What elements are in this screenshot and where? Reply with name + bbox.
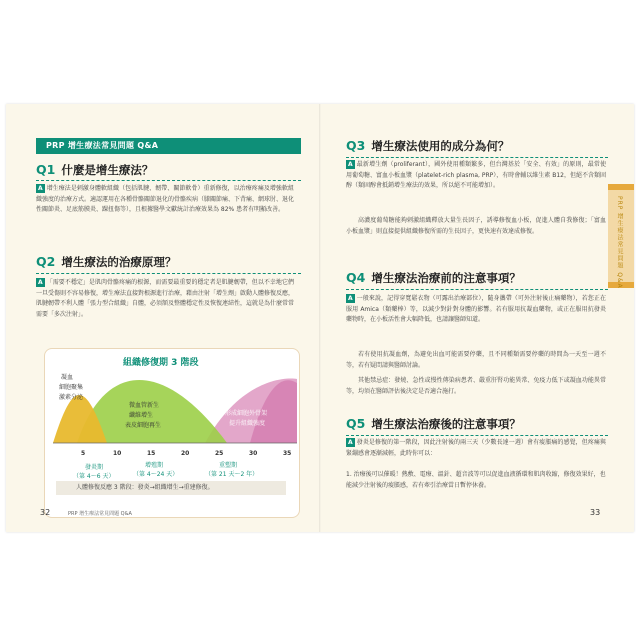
tick-25: 25 — [215, 450, 224, 457]
phase2-line1: 微血管新生 — [129, 402, 160, 409]
question-title: 增生療法治療後的注意事項？ — [371, 417, 521, 431]
phase1-line1: 凝血 — [61, 374, 74, 381]
phase2-line3: 表皮細胞再生 — [125, 422, 162, 429]
question-title: 增生療法使用的成分為何？ — [371, 139, 510, 153]
book-spread — [6, 104, 634, 532]
right-page — [320, 104, 634, 532]
divider — [346, 157, 608, 158]
phase3-line2: 提升組織強度 — [229, 420, 266, 427]
running-footer: PRP 增生療法常見問題 Q&A — [68, 511, 132, 517]
answer-4-continued: 若有使用抗凝血劑，為避免出血可能需要停藥，且不同種類需要停藥的時間為一天至一週不等，若有疑問請與醫師討論。 — [346, 351, 606, 369]
answer-text: 「需要不穩定」是肌肉骨骼疼痛的根源，而需要最重要的穩定者是肌腱韌帶，但以不幸地它們一旦受傷則不容易修復，增生療法直接對根源進行治療，藉由注射「增生劑」啟動人體修復反應，肌腱韌帶不利人體「張力型合組織」自體，必須額及整體穩定性及恢復連結性，這就是為什麼常常需要「多次注射」。 — [36, 279, 295, 318]
answer-4-contraindications: 其他禁忌症：發燒、急性或慢性傳染病患者、嚴重肝腎功能異常、免疫力低下或凝血功能異常等，均須在醫師評估後決定是否適合施打。 — [346, 377, 606, 395]
stage1-range: （第 4～6 天） — [73, 473, 115, 480]
tick-15: 15 — [147, 450, 156, 457]
divider — [36, 273, 301, 274]
question-number: Q4 — [346, 270, 366, 285]
stage3-name: 重塑期 — [219, 462, 238, 469]
question-title: 增生療法治療前的注意事項？ — [371, 271, 521, 285]
tick-10: 10 — [113, 450, 122, 457]
phase3-line1: 形成細胞外骨架 — [225, 410, 268, 417]
divider — [36, 180, 301, 181]
question-1 — [36, 162, 153, 178]
answer-text: 最新增生劑（proliferant），國外使用種類繁多，但台灣基於「安全、有效」的原則，最常使用葡萄糖、富血小板血漿（platelet-rich plasma, PRP），有時會輔以維生素 B12，但絕不含類固醇（類固醇會抵銷增生療法的效果，所以絕不可能增加）。 — [346, 161, 606, 190]
answer-badge: A — [348, 295, 353, 302]
left-page — [6, 104, 320, 532]
question-number: Q1 — [36, 162, 56, 177]
question-3 — [346, 138, 509, 154]
question-4 — [346, 270, 521, 286]
answer-text: 一般來說，記得穿寬鬆衣物（可露出治療部位），隨身攜帶（可外注射後止痛藥物），若您正在服用 Amica（類藥棒）等，以減少對針對身體的影響。若有服用抗凝血藥物，或正在服用抗發炎藥物時，在小板活性會大幅降低，也請讓醫師知道。 — [346, 295, 606, 324]
page-number-left: 32 — [40, 508, 51, 517]
question-title: 什麼是增生療法？ — [61, 163, 154, 177]
tick-35: 35 — [283, 450, 292, 457]
phase2-line2: 纖維增生 — [129, 412, 154, 419]
answer-badge: A — [348, 439, 353, 446]
answer-1 — [36, 184, 294, 216]
answer-badge: A — [38, 279, 43, 286]
divider — [346, 289, 608, 290]
tick-5: 5 — [81, 450, 86, 457]
question-number: Q3 — [346, 138, 366, 153]
answer-3-continued: 高濃度葡萄糖能夠刺激組織釋放大量生長因子，誘導修復血小板，促進人體自我修復；「富血小板血漿」則直接提供組織修復所需的生長因子，更快速有效達成修復。 — [346, 217, 606, 235]
answer-5 — [346, 438, 606, 459]
answer-badge: A — [38, 185, 43, 192]
phase1-line2: 細胞聚集 — [59, 384, 84, 391]
chart-title: 組織修復期 3 階段 — [123, 358, 199, 368]
question-5 — [346, 416, 521, 432]
stage2-range: （第 4～24 天） — [133, 471, 179, 478]
answer-text: 發炎是修復的第一階段，因此注射後的兩三天（少數長達一週）會有痠脹痛的感覺，但疼痛與緊繃感會逐漸減輕，此時你可以： — [346, 439, 606, 457]
answer-text: 增生療法是刺激身體軟組織（包括肌腱、韌帶、關節軟骨）重新修復，以治療疼痛及增強軟組織強度的治療方式。適認運用在各種骨骼關節退化的骨骼疾病（膝關節痛、下背痛、網球肘、退化性關節炎、足底筋膜炎、踝扭傷等），且根據醫學文獻統計治療效果為 82% 患者有明顯改善。 — [36, 185, 295, 214]
caption-text: 人體修復反應 3 階段：發炎→組織增生→重建修復。 — [76, 484, 214, 491]
question-title: 增生療法的治療原理？ — [61, 255, 177, 269]
tick-30: 30 — [249, 450, 258, 457]
side-chapter-label: PRP 增生療法常見問題 Q&A — [616, 196, 623, 289]
list-item: 1. 治療後可以催暖！熱敷、電療、溫針、超音波等可以促進血液循環和肌肉收縮，修復效果好，也能減少注射後的痠脹感，若有牽引治療當日暫停休養。 — [346, 471, 606, 489]
answer-badge: A — [348, 161, 353, 168]
question-2 — [36, 254, 176, 270]
tick-20: 20 — [181, 450, 190, 457]
phase1-line3: 激素分泌 — [59, 394, 84, 401]
chart-caption — [56, 481, 286, 495]
stage1-name: 發炎期 — [85, 464, 104, 471]
question-number: Q5 — [346, 416, 366, 431]
divider — [346, 435, 608, 436]
stage2-name: 增殖期 — [145, 462, 164, 469]
answer-2 — [36, 278, 294, 320]
stage3-range: （第 21 天～2 年） — [205, 471, 259, 478]
page-number-right: 33 — [590, 508, 601, 517]
section-banner: PRP 增生療法常見問題 Q&A — [36, 138, 301, 154]
answer-3 — [346, 160, 606, 192]
question-number: Q2 — [36, 254, 56, 269]
answer-4 — [346, 294, 606, 326]
